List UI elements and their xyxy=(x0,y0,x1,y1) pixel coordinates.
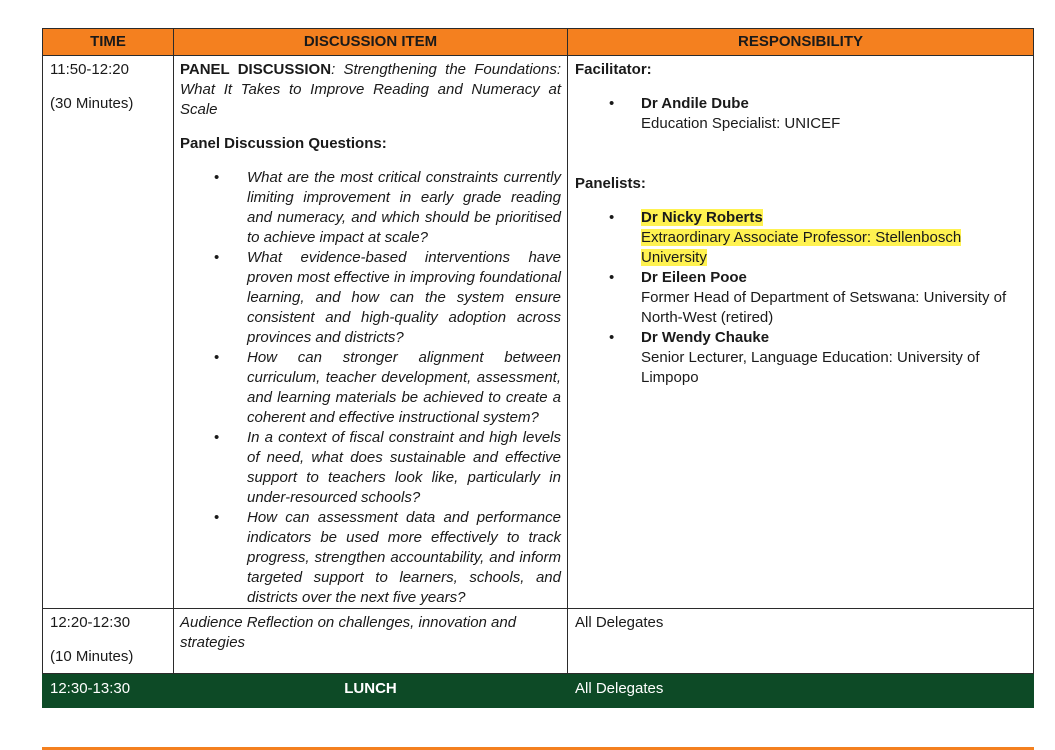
question-text: How can stronger alignment between curriculum, teacher development, assessment, and learning materials be achieved to create a coherent and effective instructional system? xyxy=(247,349,561,426)
panelist-item xyxy=(575,268,1027,328)
panelist-role: Senior Lecturer, Language Education: University of Limpopo xyxy=(641,349,980,386)
lunch-row xyxy=(43,674,1034,708)
lunch-time: 12:30-13:30 xyxy=(43,674,174,708)
panelist-name: Dr Eileen Pooe xyxy=(641,269,747,286)
header-responsibility: RESPONSIBILITY xyxy=(568,29,1034,56)
panelist-role: Former Head of Department of Setswana: University of North-West (retired) xyxy=(641,289,1007,326)
panel-title-bold: PANEL DISCUSSION xyxy=(180,61,332,78)
panelist-name: Dr Wendy Chauke xyxy=(641,329,770,346)
bullet-icon: • xyxy=(214,429,220,446)
panel-row xyxy=(43,56,1034,609)
panelist-name xyxy=(641,208,1027,228)
question-item xyxy=(180,168,561,248)
panelist-item xyxy=(575,328,1027,388)
facilitator-name: Dr Andile Dube xyxy=(641,95,749,112)
bullet-icon: • xyxy=(609,95,615,112)
panelist-item xyxy=(575,208,1027,268)
question-text: In a context of fiscal constraint and high levels of need, what does sustainable and effective support to teachers look like, particularly in under-resourced schools? xyxy=(247,429,561,506)
facilitator-role: Education Specialist: UNICEF xyxy=(641,115,841,132)
facilitator-item xyxy=(575,94,1027,134)
panel-duration: (30 Minutes) xyxy=(50,95,134,112)
panel-title xyxy=(180,60,561,120)
reflection-time-cell xyxy=(43,609,174,674)
lunch-responsibility: All Delegates xyxy=(568,674,1034,708)
agenda-table xyxy=(42,28,1034,708)
panel-time: 11:50-12:20 xyxy=(50,61,129,78)
lunch-item: LUNCH xyxy=(174,674,568,708)
reflection-row xyxy=(43,609,1034,674)
bullet-icon: • xyxy=(609,269,615,286)
bullet-icon: • xyxy=(214,349,220,366)
panelists-list xyxy=(575,208,1027,388)
question-item xyxy=(180,428,561,508)
question-text: What evidence-based interventions have proven most effective in improving foundational learning, and how can the system ensure consistent and high-quality adoption across provinces and districts? xyxy=(247,249,561,346)
header-discussion-item: DISCUSSION ITEM xyxy=(174,29,568,56)
panelist-role xyxy=(641,228,1027,268)
question-item xyxy=(180,508,561,608)
questions-heading: Panel Discussion Questions: xyxy=(180,135,387,152)
bullet-icon: • xyxy=(214,509,220,526)
reflection-duration: (10 Minutes) xyxy=(50,648,134,665)
reflection-item: Audience Reflection on challenges, innovation and strategies xyxy=(174,609,568,674)
panel-title-rest: : Strengthening the Foundations: What It Takes to Improve Reading and Numeracy at Scale xyxy=(180,61,561,118)
reflection-time: 12:20-12:30 xyxy=(50,614,131,631)
question-item xyxy=(180,348,561,428)
bullet-icon: • xyxy=(609,329,615,346)
panel-time-cell xyxy=(43,56,174,609)
facilitator-list xyxy=(575,94,1027,134)
question-item xyxy=(180,248,561,348)
bullet-icon: • xyxy=(214,249,220,266)
highlighted-name: Dr Nicky Roberts xyxy=(641,209,763,226)
reflection-responsibility: All Delegates xyxy=(568,609,1034,674)
questions-list xyxy=(180,168,561,608)
highlighted-role: Extraordinary Associate Professor: Stellenbosch University xyxy=(641,229,962,266)
facilitator-heading: Facilitator: xyxy=(575,61,652,78)
bullet-icon: • xyxy=(214,169,220,186)
header-row xyxy=(43,29,1034,56)
header-time: TIME xyxy=(43,29,174,56)
bullet-icon: • xyxy=(609,209,615,226)
panel-responsibility-cell xyxy=(568,56,1034,609)
question-text: How can assessment data and performance indicators be used more effectively to track progress, strengthen accountability, and inform targeted support to learners, schools, and districts over the next five years? xyxy=(247,509,561,606)
panel-item-cell xyxy=(174,56,568,609)
question-text: What are the most critical constraints currently limiting improvement in early grade reading and numeracy, and which should be prioritised to achieve impact at scale? xyxy=(247,169,561,246)
panelists-heading: Panelists: xyxy=(575,175,646,192)
